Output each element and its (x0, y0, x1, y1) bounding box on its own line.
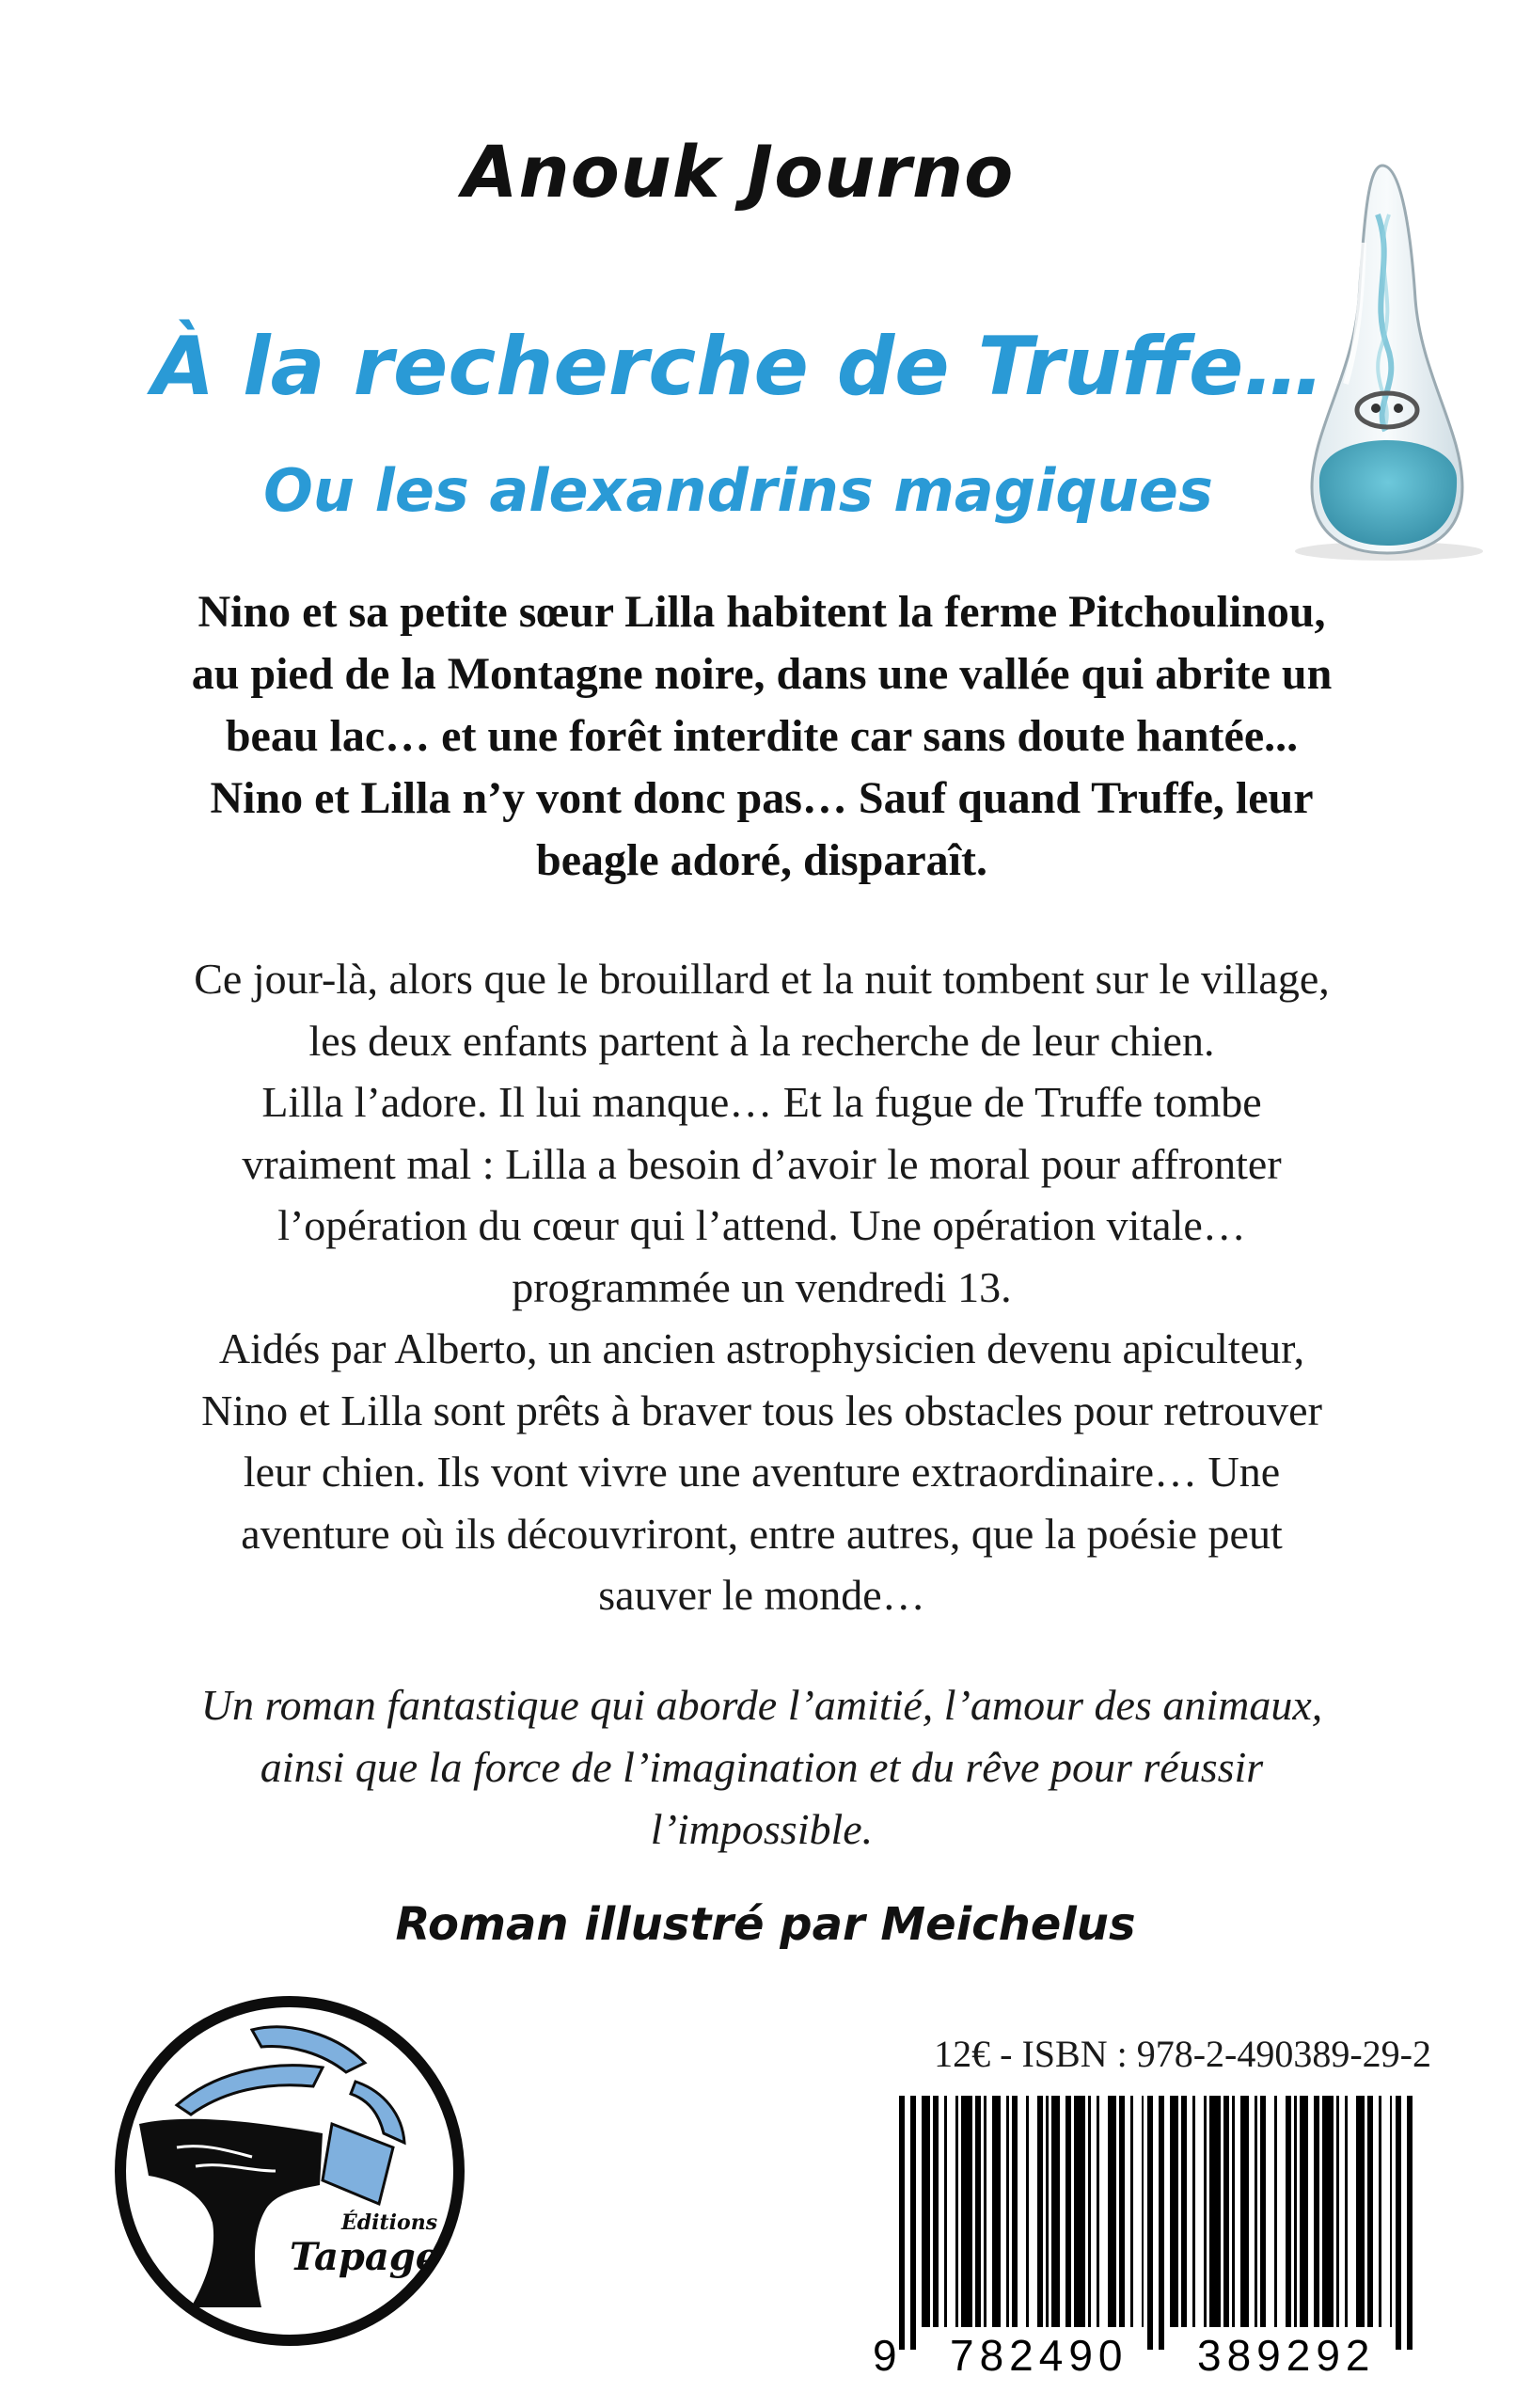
blurb-line: Nino et sa petite sœur Lilla habitent la ferme Pitchoulinou, (197, 587, 1326, 637)
barcode-bar (1204, 2096, 1207, 2327)
blurb-paragraph (103, 581, 1420, 892)
guard-bar (1159, 2096, 1164, 2350)
barcode-bar (1356, 2096, 1365, 2327)
logo-label-editions: Éditions (341, 2210, 438, 2235)
barcode-bar (1088, 2096, 1091, 2327)
barcode-bar (1223, 2096, 1229, 2327)
glass-bottle-icon (1284, 158, 1491, 572)
tagline-line: ainsi que la force de l’imagination et du rêve pour réussir (260, 1743, 1264, 1791)
guard-bar (899, 2096, 905, 2350)
barcode-bar (1274, 2096, 1277, 2327)
story-line: aventure où ils découvriront, entre autres, que la poésie peut (241, 1509, 1283, 1558)
barcode-bar (1130, 2096, 1133, 2327)
barcode-bar (1232, 2096, 1235, 2327)
barcode-bar (1322, 2096, 1334, 2327)
guard-bar (1407, 2096, 1413, 2350)
barcode-bar (1074, 2096, 1085, 2327)
guard-bar (910, 2096, 916, 2350)
book-subtitle: Ou les alexandrins magiques (263, 456, 1213, 525)
story-line: sauver le monde… (598, 1571, 925, 1619)
story-line: Lilla l’adore. Il lui manque… Et la fugue de Truffe tombe (261, 1078, 1262, 1126)
logo-label-tapage: Tapage (290, 2235, 440, 2279)
barcode-bars (922, 2096, 1392, 2327)
blurb-line: beau lac… et une forêt interdite car sans doute hantée... (225, 711, 1299, 761)
barcode-bar (1006, 2096, 1009, 2327)
barcode-bar (922, 2096, 930, 2327)
barcode-bar (1012, 2096, 1018, 2327)
barcode-bar (1170, 2096, 1178, 2327)
book-title: À la recherche de Truffe… (151, 320, 1325, 414)
barcode-bar (1037, 2096, 1043, 2327)
story-line: leur chien. Ils vont vivre une aventure extraordinaire… Une (243, 1448, 1281, 1496)
barcode-bar (1181, 2096, 1187, 2327)
barcode-digits-left: 782490 (950, 2331, 1129, 2378)
barcode-bar (1108, 2096, 1116, 2327)
barcode-digits-right: 389292 (1197, 2331, 1376, 2378)
barcode-bar (1065, 2096, 1071, 2327)
guard-bar (1147, 2096, 1153, 2350)
barcode-bar (944, 2096, 947, 2327)
barcode-bar (1097, 2096, 1099, 2327)
barcode-bar (1390, 2096, 1392, 2327)
barcode-bar (1255, 2096, 1257, 2327)
barcode-bar (1367, 2096, 1373, 2327)
barcode-bar (1336, 2096, 1339, 2327)
story-line: programmée un vendredi 13. (512, 1262, 1012, 1311)
blurb-line: beagle adoré, disparaît. (536, 835, 987, 885)
barcode-bar (1379, 2096, 1381, 2327)
story-line: vraiment mal : Lilla a besoin d’avoir le moral pour affronter (242, 1139, 1282, 1188)
barcode-bar (1314, 2096, 1319, 2327)
barcode-bar (955, 2096, 958, 2327)
barcode-bar (1046, 2096, 1049, 2327)
story-line: l’opération du cœur qui l’attend. Une opération vitale… (277, 1201, 1246, 1249)
barcode-bar (961, 2096, 972, 2327)
tree-logo-icon (111, 1992, 468, 2350)
barcode-bar (1286, 2096, 1291, 2327)
guard-bar (1396, 2096, 1401, 2350)
barcode-bar (1300, 2096, 1308, 2327)
story-line: Ce jour-là, alors que le brouillard et la nuit tombent sur le village, (194, 955, 1330, 1003)
barcode-bar (933, 2096, 939, 2327)
story-line: Nino et Lilla sont prêts à braver tous les obstacles pour retrouver (201, 1386, 1322, 1434)
barcode-bar (1142, 2096, 1144, 2327)
barcode-bar (1240, 2096, 1249, 2327)
barcode-bar (992, 2096, 1001, 2327)
barcode-digit-first: 9 (873, 2331, 897, 2378)
barcode-bar (1192, 2096, 1195, 2327)
barcode-bar (975, 2096, 981, 2327)
blurb-line: au pied de la Montagne noire, dans une vallée qui abrite un (191, 649, 1333, 699)
barcode-icon (873, 2096, 1429, 2378)
barcode-bar (1294, 2096, 1297, 2327)
author-name: Anouk Journo (462, 130, 1015, 214)
barcode-bar (1260, 2096, 1266, 2327)
illustrator-credit: Roman illustré par Meichelus (395, 1898, 1136, 1951)
barcode-bar (1209, 2096, 1221, 2327)
story-paragraph (94, 948, 1429, 1626)
tagline-line: l’impossible. (650, 1805, 874, 1853)
story-line: Aidés par Alberto, un ancien astrophysicien devenu apiculteur, (218, 1324, 1305, 1372)
price-isbn: 12€ - ISBN : 978-2-490389-29-2 (934, 2033, 1431, 2075)
barcode-bar (1026, 2096, 1029, 2327)
barcode-bar (1345, 2096, 1348, 2327)
barcode-bar (984, 2096, 986, 2327)
barcode-bar (1051, 2096, 1060, 2327)
barcode-bar (1119, 2096, 1125, 2327)
tagline-line: Un roman fantastique qui aborde l’amitié, l’amour des animaux, (200, 1681, 1323, 1729)
blurb-line: Nino et Lilla n’y vont donc pas… Sauf quand Truffe, leur (210, 773, 1314, 823)
story-line: les deux enfants partent à la recherche de leur chien. (308, 1016, 1215, 1065)
tagline-paragraph (103, 1674, 1420, 1861)
